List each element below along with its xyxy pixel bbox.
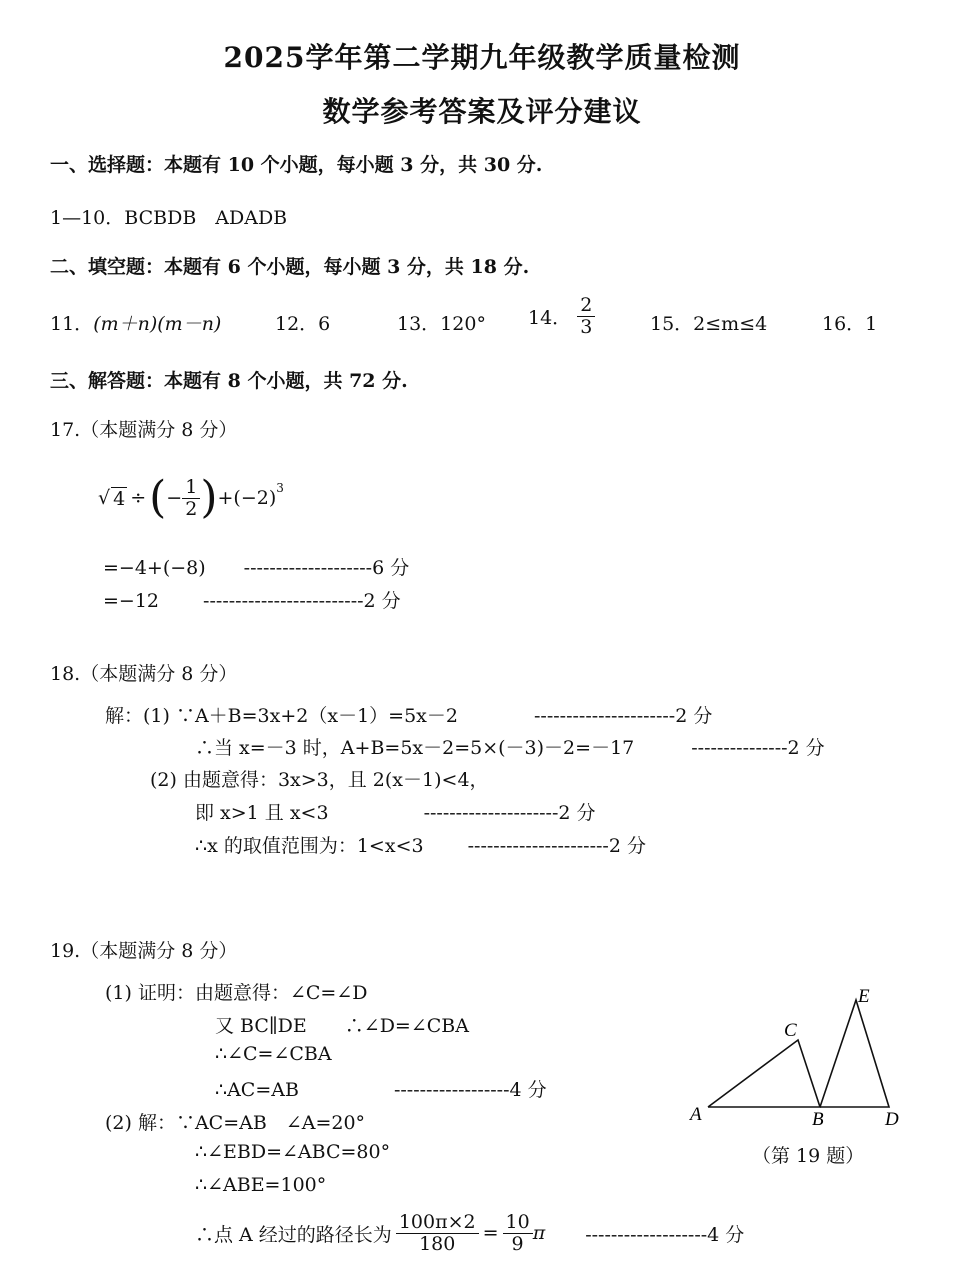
q19-line-7: ∴∠ABE=100° (195, 1174, 327, 1196)
label-c: C (784, 1020, 797, 1041)
q17-numerator: 1 (185, 475, 198, 498)
label-d: D (885, 1109, 899, 1128)
fill-answer-11 (50, 309, 221, 336)
label-a: A (690, 1104, 702, 1125)
q19-title: 19.（本题满分 8 分） (50, 940, 238, 962)
document-subtitle: 数学参考答案及评分建议 (322, 95, 642, 128)
label-e: E (858, 986, 870, 1007)
pi-symbol: π (532, 1222, 546, 1244)
fill-answer-16: 16．1 (822, 313, 878, 335)
path-length-text: ∴点 A 经过的路径长为 (195, 1223, 392, 1246)
choice-answers: 1—10．BCBDB ADADB (50, 207, 288, 229)
q18-line-1: 解：(1) ∵A＋B=3x+2（x－1）=5x－2 ----------------------2 分 (105, 705, 713, 727)
arc-formula-fraction (396, 1212, 479, 1255)
plus-term: +(−2) (217, 487, 277, 509)
triangle-bed (820, 1000, 889, 1107)
q18-title: 18.（本题满分 8 分） (50, 663, 238, 685)
sqrt-symbol: √ (98, 487, 111, 509)
minus-sign: − (166, 487, 183, 509)
section-heading-solve: 三、解答题：本题有 8 个小题，共 72 分. (50, 370, 408, 392)
equals-sign: = (482, 1222, 499, 1244)
q14-number: 14． (528, 306, 572, 329)
document-title: 2025学年第二学期九年级教学质量检测 (223, 41, 741, 74)
fill-answer-13: 13．120° (397, 313, 486, 335)
q19-line-4: ∴AC=AB ------------------4 分 (215, 1079, 547, 1101)
fill-answer-14 (528, 295, 595, 338)
q19-line-1: (1) 证明：由题意得：∠C=∠D (105, 982, 368, 1004)
q18-line-3: (2) 由题意得：3x>3，且 2(x－1)<4， (150, 769, 489, 791)
fill-answer-12: 12．6 (275, 313, 331, 335)
q17-expression (98, 470, 284, 526)
q19-line-2: 又 BC∥DE ∴∠D=∠CBA (215, 1015, 469, 1037)
right-paren: ) (200, 472, 218, 523)
q19-figure (680, 978, 920, 1128)
section-heading-choice: 一、选择题：本题有 10 个小题，每小题 3 分，共 30 分. (50, 154, 543, 176)
q14-denominator: 3 (580, 315, 593, 338)
q19-line-5: (2) 解：∵AC=AB ∠A=20° (105, 1112, 366, 1134)
exponent: 3 (276, 481, 284, 495)
q11-number: 11． (50, 313, 94, 335)
arc-denominator: 180 (419, 1232, 456, 1255)
q17-title: 17.（本题满分 8 分） (50, 419, 238, 441)
arc-numerator: 100π×2 (398, 1210, 476, 1233)
triangle-abc (708, 1040, 820, 1107)
section-heading-fill: 二、填空题：本题有 6 个小题，每小题 3 分，共 18 分. (50, 256, 530, 278)
q17-denominator: 2 (185, 497, 198, 520)
q19-line-3: ∴∠C=∠CBA (215, 1043, 332, 1065)
q18-line-4: 即 x>1 且 x<3 ---------------------2 分 (195, 802, 596, 824)
q14-numerator: 2 (580, 294, 593, 316)
score-mark: -------------------4 分 (585, 1223, 745, 1246)
q18-line-5: ∴x 的取值范围为：1<x<3 ----------------------2 分 (195, 835, 646, 857)
q17-step-2: =−12 -------------------------2 分 (103, 590, 401, 612)
result-numerator: 10 (505, 1210, 530, 1233)
q18-line-2: ∴当 x=－3 时，A+B=5x－2=5×(－3)－2=－17 ---------------2 分 (195, 737, 825, 759)
left-paren: ( (149, 472, 167, 523)
q17-fraction (182, 477, 200, 520)
q19-line-8 (195, 1205, 744, 1261)
q11-answer: (m＋n)(m－n) (93, 313, 222, 335)
result-fraction (503, 1212, 533, 1255)
q14-fraction (577, 295, 595, 338)
q17-step-1: =−4+(−8) --------------------6 分 (103, 557, 410, 579)
label-b: B (812, 1109, 824, 1128)
result-denominator: 9 (511, 1232, 524, 1255)
radicand: 4 (113, 487, 126, 510)
fill-answer-15: 15．2≤m≤4 (650, 313, 768, 335)
figure-caption: （第 19 题） (752, 1145, 865, 1167)
divide-sign: ÷ (130, 487, 147, 509)
q19-line-6: ∴∠EBD=∠ABC=80° (195, 1141, 391, 1163)
